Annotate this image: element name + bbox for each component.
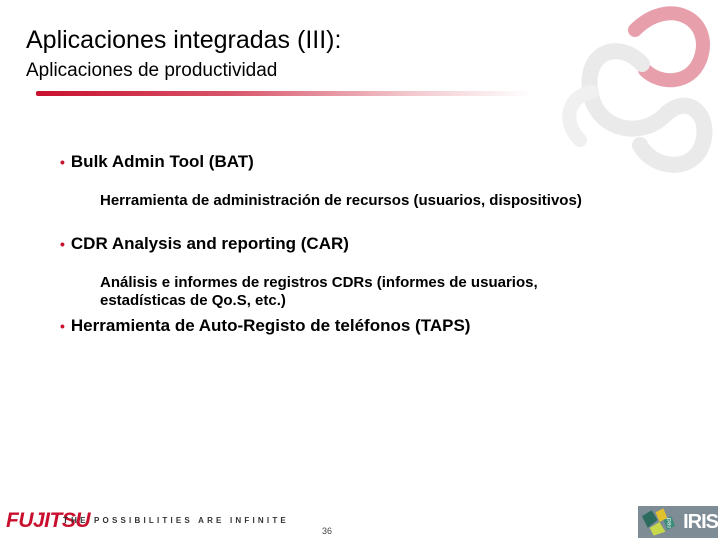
fujitsu-logo: FUJITSU	[6, 509, 91, 532]
bullet-item	[60, 152, 254, 172]
infinity-ribbon-icon	[530, 0, 720, 180]
slide-subtitle: Aplicaciones de productividad	[26, 60, 278, 81]
title-underline	[36, 91, 532, 96]
bullet-text: CDR Analysis and reporting (CAR)	[70, 234, 349, 253]
partner-logo-text: IRIS	[683, 510, 718, 533]
bullet-item	[60, 316, 470, 336]
bullet-detail: Análisis e informes de registros CDRs (informes de usuarios, estadísticas de Qo.S, etc.)	[100, 274, 538, 309]
bullet-dot: •	[60, 236, 65, 252]
bullet-text: Bulk Admin Tool (BAT)	[70, 152, 254, 171]
page-number: 36	[322, 526, 333, 536]
partner-logo	[638, 506, 718, 538]
slide-title: Aplicaciones integradas (III):	[26, 26, 342, 54]
bullet-text: Herramienta de Auto-Registo de teléfonos (TAPS)	[70, 316, 471, 335]
bullet-dot: •	[60, 154, 65, 170]
bullet-dot: •	[60, 318, 65, 334]
partner-mark-icon	[638, 506, 677, 538]
bullet-detail: Herramienta de administración de recursos (usuarios, dispositivos)	[100, 192, 582, 209]
footer-tagline: THE POSSIBILITIES ARE INFINITE	[63, 516, 289, 525]
bullet-item	[60, 234, 349, 254]
partner-small-text: red	[666, 517, 674, 528]
